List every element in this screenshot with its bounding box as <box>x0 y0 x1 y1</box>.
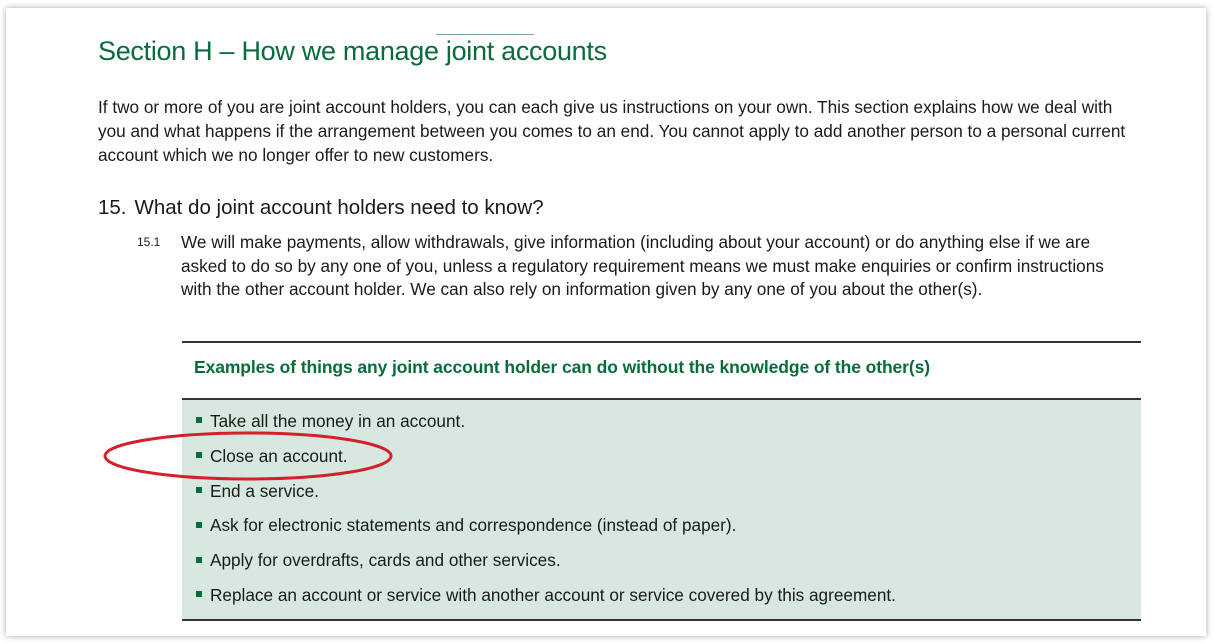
question-number: 15. <box>98 196 127 219</box>
examples-box-header: Examples of things any joint account holder can do without the knowledge of the other(s) <box>194 357 930 377</box>
question-heading <box>98 196 544 220</box>
list-item <box>196 548 896 583</box>
bullet-icon <box>196 591 202 597</box>
section-title: Section H – How we manage joint accounts <box>98 36 607 66</box>
clause-text: We will make payments, allow withdrawals, give information (including about your account) or do anything else if we are asked to do so by any one of you, unless a regulatory requirement means we must make enquiries or confirm instructions with the other account holder. We can also rely on information given by any one of you about the other(s). <box>181 232 1104 299</box>
examples-box-body <box>182 400 1141 619</box>
bullet-icon <box>196 417 202 423</box>
section-intro: If two or more of you are joint account holders, you can each give us instructions on your own. This section explains how we deal with you and what happens if the arrangement between you comes to an end. You cannot apply to add another person to a personal current account which we no longer offer to new customers. <box>98 97 1126 165</box>
bullet-icon <box>196 522 202 528</box>
box-bottom-divider <box>182 619 1141 621</box>
list-item-text: Replace an account or service with another account or service covered by this agreement. <box>210 584 896 605</box>
examples-box <box>182 341 1141 621</box>
bullet-icon <box>196 452 202 458</box>
list-item <box>196 409 896 444</box>
clause-number: 15.1 <box>137 235 161 249</box>
list-item-text: End a service. <box>210 480 319 501</box>
list-item-text: Close an account. <box>210 445 348 466</box>
box-top-divider <box>182 341 1141 343</box>
list-item <box>196 444 896 479</box>
list-item <box>196 513 896 548</box>
examples-list <box>196 409 896 618</box>
question-text: What do joint account holders need to know? <box>134 196 544 219</box>
list-item <box>196 583 896 618</box>
bullet-icon <box>196 557 202 563</box>
list-item-text: Take all the money in an account. <box>210 411 466 431</box>
list-item-text: Ask for electronic statements and correspondence (instead of paper). <box>210 515 737 536</box>
top-divider <box>436 34 534 35</box>
list-item-text: Apply for overdrafts, cards and other services. <box>210 550 561 571</box>
bullet-icon <box>196 487 202 493</box>
list-item <box>196 479 896 514</box>
